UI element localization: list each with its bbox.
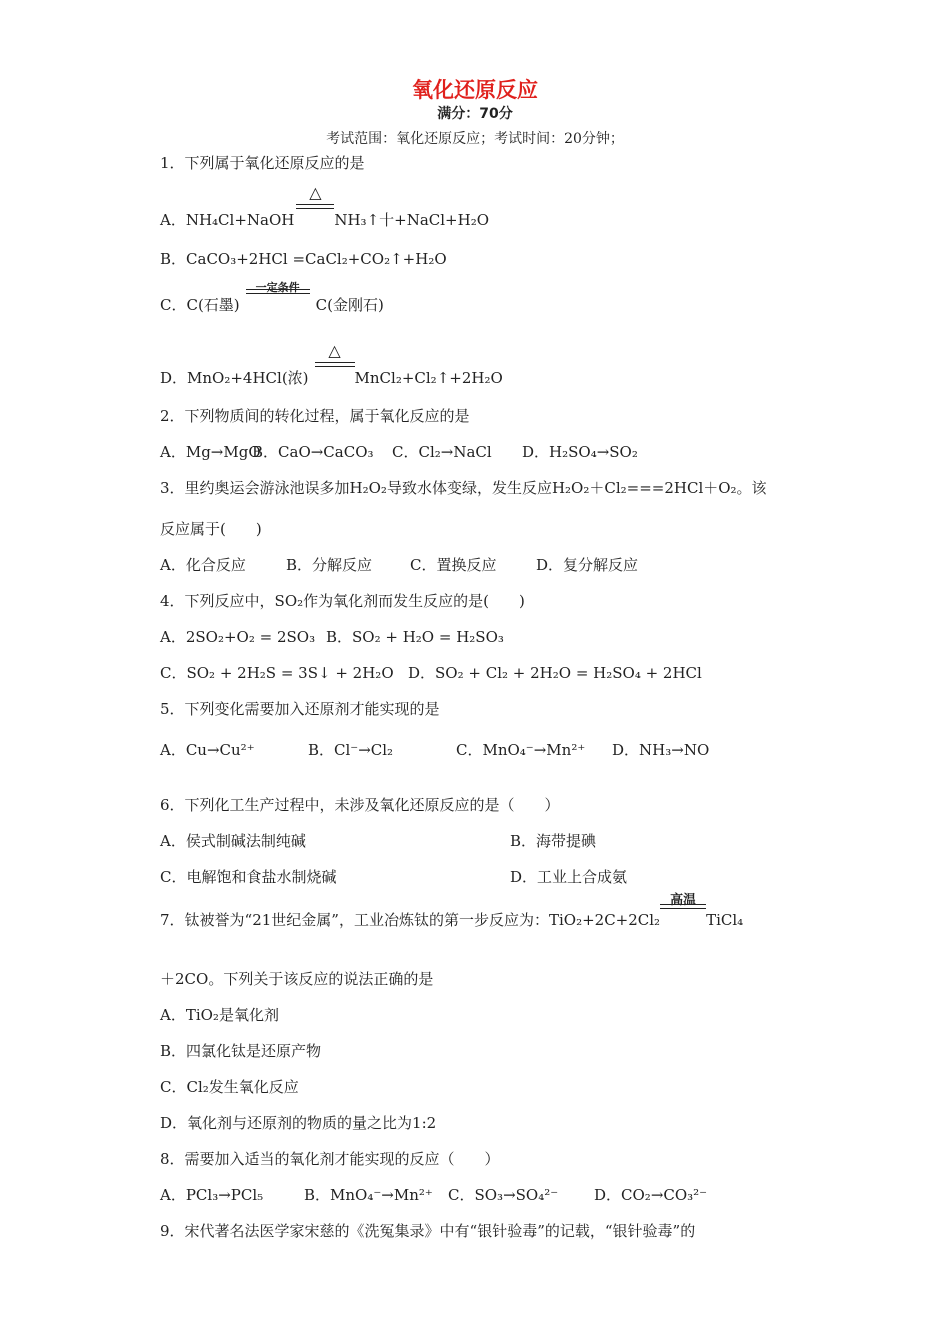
option-c-reactant: C．C(石墨) [160,296,240,314]
option-a: A．2SO₂+O₂ = 2SO₃ [160,628,316,646]
option-b: B．MnO₄⁻→Mn²⁺ [304,1186,433,1204]
question-1-option-b: B．CaCO₃+2HCl =CaCl₂+CO₂↑+H₂O [160,250,447,268]
equals-bar [296,208,334,209]
option-d: D．H₂SO₄→SO₂ [522,443,638,461]
question-4-options-row-2 [160,663,702,683]
heat-triangle-icon: △ [328,341,341,360]
question-1-option-d [160,341,503,388]
question-1-stem: 1．下列属于氧化还原反应的是 [160,154,365,172]
option-a: A．侯式制碱法制纯碱 [160,832,306,850]
question-4-options-row-1 [160,627,504,647]
equals-bar [315,362,355,363]
option-d: D．CO₂→CO₃²⁻ [594,1186,708,1204]
exam-scope-line: 考试范围：氧化还原反应；考试时间：20分钟； [326,131,624,147]
question-1-option-c [160,281,384,315]
option-c-product: C(金刚石) [315,296,384,314]
option-a: A．Mg→MgO [160,443,261,461]
question-6-options-row-1 [160,831,596,851]
question-1-option-a [160,183,490,230]
option-a: A．Cu→Cu²⁺ [160,741,255,759]
condition-label: 一定条件 [255,281,300,294]
question-7-reactants: 7．钛被誉为“21世纪金属”，工业冶炼钛的第一步反应为：TiO₂+2C+2Cl₂ [160,911,661,929]
question-9-stem: 9．宋代著名法医学家宋慈的《洗冤集录》中有“银针验毒”的记载，“银针验毒”的 [160,1222,696,1240]
equals-bar [660,904,706,905]
equals-bar [246,293,310,294]
high-temp-condition-sign [660,893,706,930]
condition-sign [246,281,310,315]
option-a: A．PCl₃→PCl₅ [160,1186,264,1204]
heat-triangle-icon: △ [309,183,322,202]
question-5-stem: 5．下列变化需要加入还原剂才能实现的是 [160,700,440,718]
question-6-stem: 6．下列化工生产过程中，未涉及氧化还原反应的是（ ） [160,796,560,814]
question-2-stem: 2．下列物质间的转化过程，属于氧化反应的是 [160,407,470,425]
option-b: B．分解反应 [286,556,373,574]
option-d-products: MnCl₂+Cl₂↑+2H₂O [354,369,503,387]
option-d: D．NH₃→NO [612,741,710,759]
condition-label: 高温 [670,893,697,908]
question-7-stem-line-1 [160,893,744,930]
question-5-options [160,740,709,760]
equals-bar [296,204,334,205]
heat-condition-sign [296,183,334,230]
option-d-reactants: D．MnO₂+4HCl(浓) [160,369,309,387]
question-2-options [160,442,638,462]
question-3-stem-line-1: 3．里约奥运会游泳池误多加H₂O₂导致水体变绿，发生反应H₂O₂＋Cl₂===2HCl＋O₂。该 [160,479,767,497]
option-c: C．MnO₄⁻→Mn²⁺ [456,741,586,759]
option-b: B．Cl⁻→Cl₂ [308,741,394,759]
question-4-stem: 4．下列反应中，SO₂作为氧化剂而发生反应的是( ) [160,592,525,610]
question-6-options-row-2 [160,867,627,887]
option-c: C．SO₃→SO₄²⁻ [448,1186,559,1204]
question-3-stem-line-2: 反应属于( ) [160,520,262,538]
question-7-option-c: C．Cl₂发生氧化反应 [160,1078,299,1096]
question-7-stem-line-2: ＋2CO。下列关于该反应的说法正确的是 [160,970,434,988]
option-a-products: NH₃↑十+NaCl+H₂O [334,211,490,229]
option-c: C．Cl₂→NaCl [392,443,492,461]
question-8-options [160,1185,707,1205]
option-a-reactants: A．NH₄Cl+NaOH [160,211,295,229]
option-d: D．复分解反应 [536,556,639,574]
option-a: A．化合反应 [160,556,246,574]
option-b: B．海带提碘 [510,832,597,850]
option-b: B．CaO→CaCO₃ [252,443,374,461]
equals-bar [660,908,706,909]
question-7-option-a: A．TiO₂是氧化剂 [160,1006,279,1024]
option-c: C．置换反应 [410,556,497,574]
option-c: C．SO₂ + 2H₂S = 3S↓ + 2H₂O [160,664,394,682]
question-7-product: TiCl₄ [706,911,744,929]
option-b: B．SO₂ + H₂O = H₂SO₃ [326,628,504,646]
option-d: D．工业上合成氨 [510,868,628,886]
question-7-option-d: D．氧化剂与还原剂的物质的量之比为1:2 [160,1114,437,1132]
question-3-options [160,555,638,575]
question-7-option-b: B．四氯化钛是还原产物 [160,1042,322,1060]
option-d: D．SO₂ + Cl₂ + 2H₂O = H₂SO₄ + 2HCl [408,664,702,682]
equals-bar [246,289,310,290]
question-8-stem: 8．需要加入适当的氧化剂才能实现的反应（ ） [160,1150,500,1168]
score-line: 满分：70分 [437,106,513,122]
page-title: 氧化还原反应 [412,78,538,102]
equals-bar [315,366,355,367]
heat-condition-sign [315,341,355,388]
option-c: C．电解饱和食盐水制烧碱 [160,868,337,886]
